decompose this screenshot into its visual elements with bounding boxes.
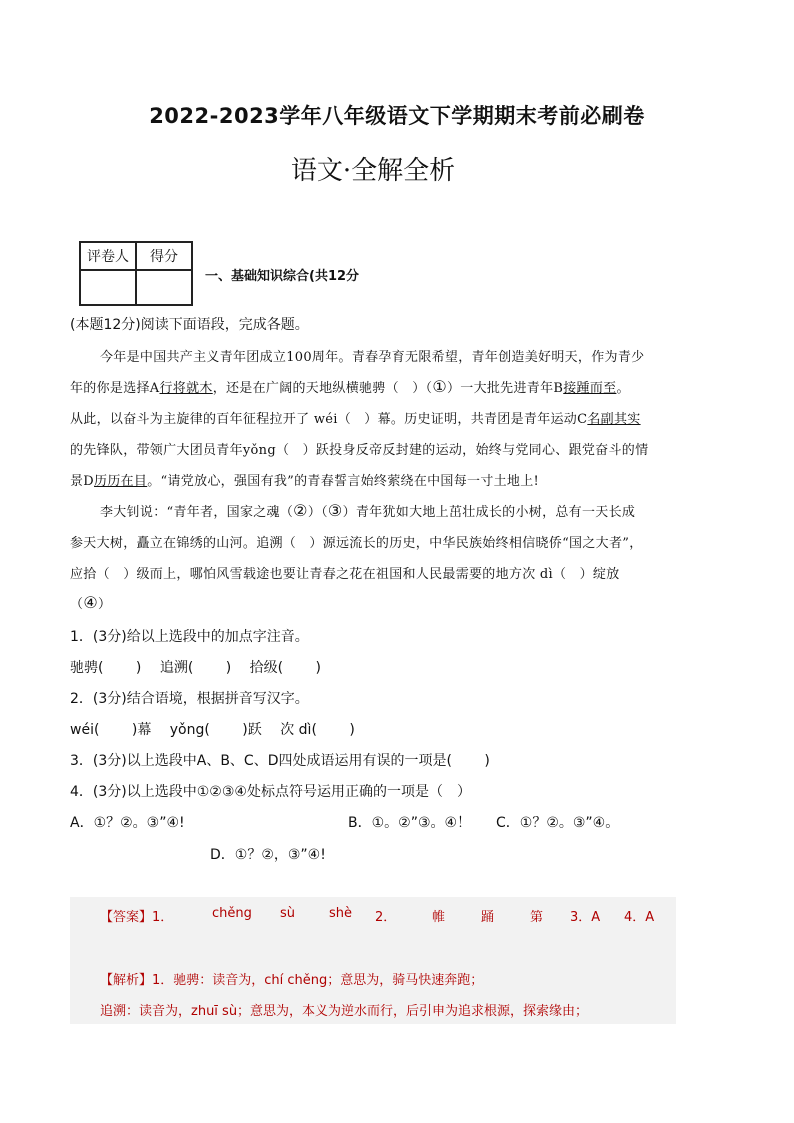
- passage-line: 今年是中国共产主义青年团成立100周年。青春孕育无限希望，青年创造美好明天，作为青少: [100, 350, 645, 365]
- answer-2-label: 2．: [375, 910, 397, 925]
- answer-label: 【答案】1．: [100, 910, 174, 925]
- passage-line: 从此，以奋斗为主旋律的百年征程拉开了 wéi（ ）幕。历史证明，共青团是青年运动C名副其实: [70, 412, 641, 427]
- passage-line: 应拾（ ）级而上，哪怕风雪载途也要让青春之花在祖国和人民最需要的地方次 dì（ ）绽放: [70, 567, 620, 582]
- scorer-cell-grader: [80, 270, 136, 305]
- answer-2-3: 第: [530, 910, 544, 925]
- page-title: 2022-2023学年八年级语文下学期期末考前必刷卷: [149, 104, 645, 128]
- scorer-header-score: 得分: [136, 242, 192, 270]
- option-a: A．①？②。③”④!: [70, 815, 185, 831]
- passage-line: 的先锋队，带领广大团员青年yǒng（ ）跃投身反帝反封建的运动，始终与党同心、跟党奋斗的情: [70, 443, 649, 458]
- passage-line: 年的你是选择A行将就木，还是在广阔的天地纵横驰骋（ ）（①）一大批先进青年B接踵而至。: [70, 377, 630, 396]
- question-3: 3．(3分)以上选段中A、B、C、D四处成语运用有误的一项是( ): [70, 753, 490, 769]
- analysis-label: 【解析】1．: [100, 973, 174, 988]
- question-4: 4．(3分)以上选段中①②③④处标点符号运用正确的一项是（ ）: [70, 784, 471, 800]
- circle-marker-2: ②: [293, 501, 308, 520]
- answer-1-1: chěng: [212, 906, 252, 921]
- question-1: 1．(3分)给以上选段中的加点字注音。: [70, 629, 309, 645]
- scorer-table: [79, 241, 193, 306]
- page-subtitle: 语文·全解全析: [290, 156, 456, 186]
- answer-4: 4．A: [624, 910, 655, 925]
- passage-line: 景D历历在目。“请党放心，强国有我”的青春誓言始终萦绕在中国每一寸土地上!: [70, 474, 540, 489]
- circle-marker-4: ④: [83, 593, 98, 612]
- section-title: 一、基础知识综合(共12分: [205, 269, 360, 284]
- passage-line: （④）: [70, 593, 112, 612]
- answer-3: 3．A: [570, 910, 601, 925]
- answer-2-2: 踊: [481, 910, 495, 925]
- answer-1-3: shè: [329, 906, 353, 921]
- option-b: B．①。②”③。④！: [348, 815, 472, 831]
- idiom-d: 历历在目: [94, 474, 148, 489]
- idiom-a: 行将就木: [159, 381, 213, 396]
- question-1-blanks: 驰骋( ) 追溯( ) 拾级( ): [70, 660, 322, 676]
- answer-1-2: sù: [280, 906, 296, 921]
- question-2-blanks: wéi( )幕 yǒng( )跃 次 dì( ): [70, 722, 355, 738]
- idiom-c: 名副其实: [587, 412, 641, 427]
- scorer-header-grader: 评卷人: [80, 242, 136, 270]
- passage-line: 李大钊说：“青年者，国家之魂（②）（③）青年犹如大地上茁壮成长的小树，总有一天长成: [100, 501, 636, 520]
- analysis-line: 追溯：读音为，zhuī sù；意思为，本义为逆水而行，后引申为追求根源，探索缘由；: [100, 1004, 589, 1019]
- passage-line: 参天大树，矗立在锦绣的山河。追溯（ ）源远流长的历史，中华民族始终相信晓侨“国之大者”，: [70, 536, 643, 551]
- idiom-b: 接踵而至: [563, 381, 617, 396]
- question-intro: (本题12分)阅读下面语段，完成各题。: [70, 317, 309, 333]
- circle-marker-3: ③: [327, 501, 343, 520]
- option-d: D．①？②，③”④!: [210, 847, 326, 863]
- question-2: 2．(3分)结合语境，根据拼音写汉字。: [70, 691, 309, 707]
- option-c: C．①？②。③”④。: [496, 815, 620, 831]
- answer-2-1: 帷: [432, 910, 446, 925]
- analysis-line: 【解析】1．驰骋：读音为，chí chěng；意思为，骑马快速奔跑；: [100, 973, 484, 988]
- scorer-cell-score: [136, 270, 192, 305]
- circle-marker-1: ①: [432, 377, 447, 396]
